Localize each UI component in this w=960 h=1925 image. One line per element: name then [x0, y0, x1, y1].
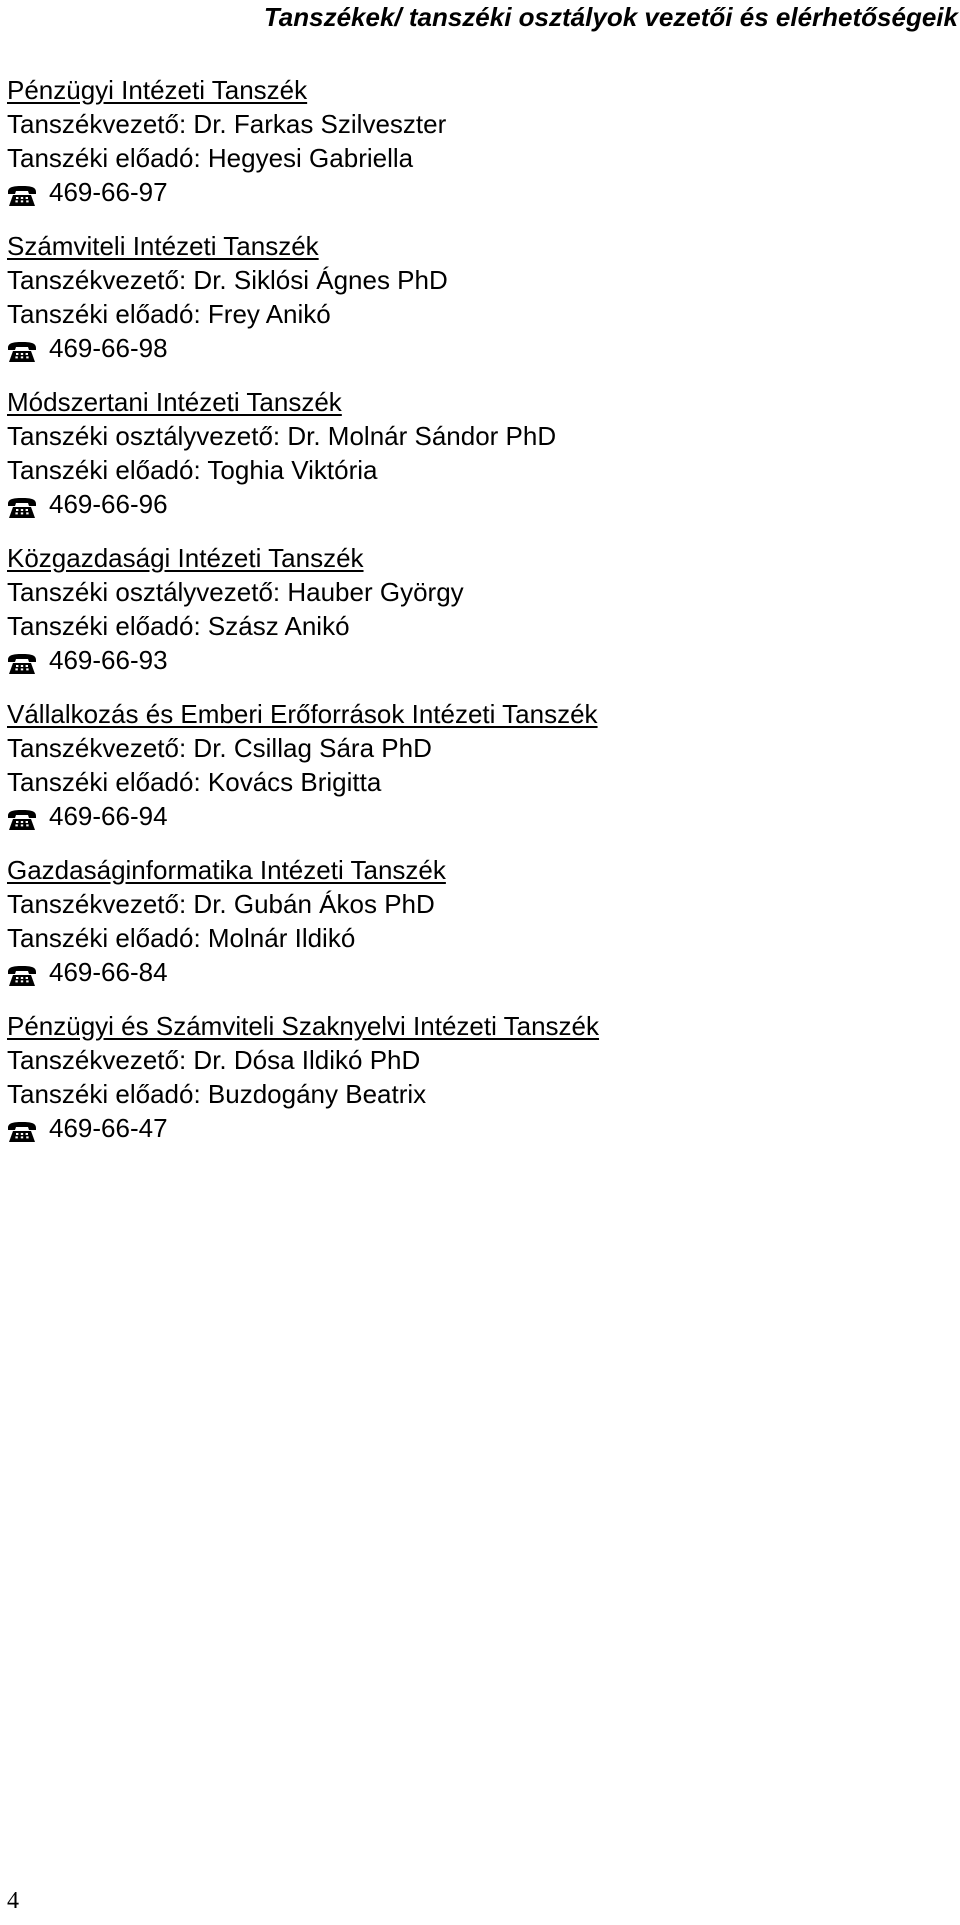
telephone-icon [7, 1117, 37, 1139]
department-head: Tanszékvezető: Dr. Farkas Szilveszter [7, 109, 447, 139]
telephone-icon [7, 805, 37, 827]
phone-number: 469-66-98 [49, 333, 168, 363]
page-title: Tanszékek/ tanszéki osztályok vezetői és elérhetőségeik [263, 2, 958, 32]
telephone-icon [7, 181, 37, 203]
department-lecturer: Tanszéki előadó: Buzdogány Beatrix [7, 1079, 427, 1109]
department-name: Módszertani Intézeti Tanszék [7, 387, 342, 417]
phone-number: 469-66-93 [49, 645, 168, 675]
department-entry [7, 697, 947, 833]
department-name: Pénzügyi és Számviteli Szaknyelvi Intézeti Tanszék [7, 1011, 600, 1041]
phone-number: 469-66-97 [49, 177, 168, 207]
department-phone [7, 955, 947, 989]
department-lecturer: Tanszéki előadó: Molnár Ildikó [7, 923, 356, 953]
phone-number: 469-66-96 [49, 489, 168, 519]
department-name: Vállalkozás és Emberi Erőforrások Intézeti Tanszék [7, 699, 598, 729]
department-phone [7, 175, 947, 209]
department-entry [7, 385, 947, 521]
department-phone [7, 487, 947, 521]
department-head: Tanszékvezető: Dr. Siklósi Ágnes PhD [7, 265, 448, 295]
department-lecturer: Tanszéki előadó: Frey Anikó [7, 299, 331, 329]
department-head: Tanszéki osztályvezető: Hauber György [7, 577, 464, 607]
telephone-icon [7, 493, 37, 515]
department-lecturer: Tanszéki előadó: Szász Anikó [7, 611, 350, 641]
department-entry [7, 853, 947, 989]
department-lecturer: Tanszéki előadó: Hegyesi Gabriella [7, 143, 414, 173]
department-phone [7, 643, 947, 677]
department-name: Gazdaságinformatika Intézeti Tanszék [7, 855, 446, 885]
department-phone [7, 799, 947, 833]
department-lecturer: Tanszéki előadó: Toghia Viktória [7, 455, 378, 485]
department-phone [7, 1111, 947, 1145]
department-phone [7, 331, 947, 365]
department-head: Tanszékvezető: Dr. Csillag Sára PhD [7, 733, 432, 763]
department-entry [7, 1009, 947, 1145]
department-head: Tanszéki osztályvezető: Dr. Molnár Sándor PhD [7, 421, 557, 451]
phone-number: 469-66-94 [49, 801, 168, 831]
department-entry [7, 73, 947, 209]
telephone-icon [7, 961, 37, 983]
department-name: Pénzügyi Intézeti Tanszék [7, 75, 308, 105]
department-entry [7, 229, 947, 365]
department-list [7, 73, 947, 1165]
telephone-icon [7, 649, 37, 671]
department-name: Számviteli Intézeti Tanszék [7, 231, 319, 261]
department-name: Közgazdasági Intézeti Tanszék [7, 543, 364, 573]
telephone-icon [7, 337, 37, 359]
page-number: 4 [7, 1888, 19, 1914]
department-head: Tanszékvezető: Dr. Dósa Ildikó PhD [7, 1045, 421, 1075]
phone-number: 469-66-47 [49, 1113, 168, 1143]
department-entry [7, 541, 947, 677]
department-head: Tanszékvezető: Dr. Gubán Ákos PhD [7, 889, 435, 919]
phone-number: 469-66-84 [49, 957, 168, 987]
department-lecturer: Tanszéki előadó: Kovács Brigitta [7, 767, 382, 797]
